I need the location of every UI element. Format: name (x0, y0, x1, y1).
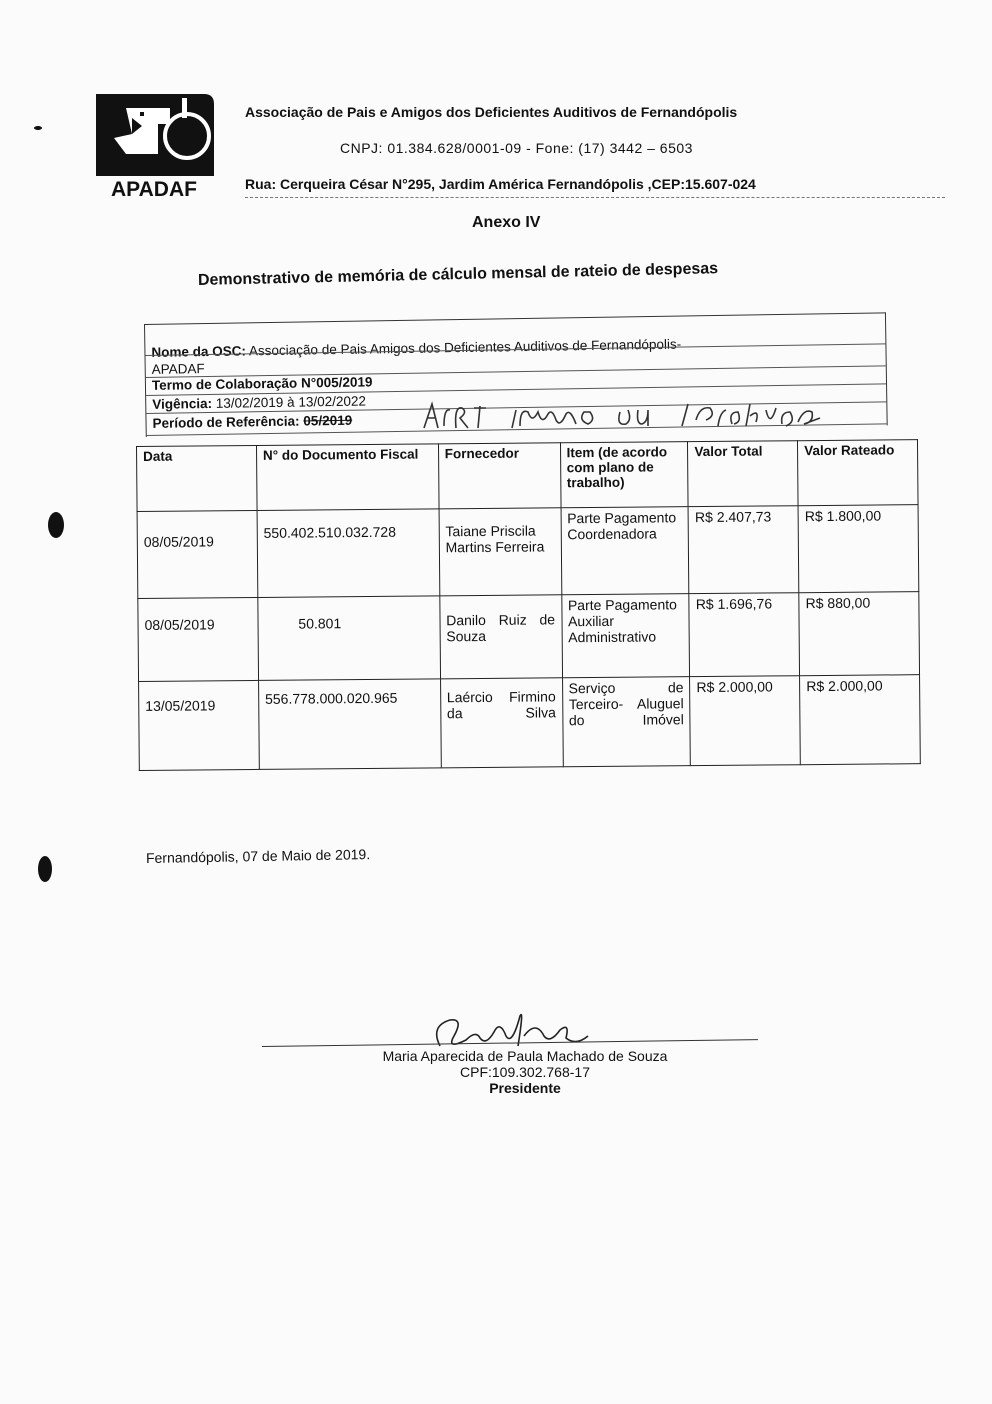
col-header-doc: N° do Documento Fiscal (256, 444, 438, 511)
table-row (138, 592, 920, 682)
table-row (139, 675, 921, 771)
place-date: Fernandópolis, 07 de Maio de 2019. (145, 846, 371, 866)
handwritten-period (420, 398, 840, 434)
period-line (152, 413, 352, 431)
cell-item: Parte Pagamento Coordenadora (561, 507, 690, 595)
cell-doc: 50.801 (258, 596, 441, 681)
cell-date: 08/05/2019 (137, 510, 258, 598)
annex-label: Anexo IV (472, 214, 541, 231)
col-header-item: Item (de acordo com plano de trabalho) (560, 442, 688, 508)
cell-doc: 556.778.000.020.965 (258, 679, 441, 770)
signer-block (330, 1048, 720, 1096)
cell-item: Serviço de Terceiro- Aluguel do Imóvel (562, 677, 691, 767)
cell-total: R$ 2.407,73 (688, 506, 799, 594)
col-header-total: Valor Total (688, 441, 798, 507)
cell-total: R$ 2.000,00 (690, 676, 801, 766)
term-line (152, 374, 373, 392)
term-label: Termo de Colaboração (151, 375, 298, 393)
scan-speck (34, 126, 42, 130)
logo-text: APADAF (111, 178, 197, 200)
org-cnpj-phone: CNPJ: 01.384.628/0001-09 - Fone: (17) 3442 – 6503 (340, 140, 693, 156)
validity-label: Vigência: (152, 395, 213, 412)
cell-apportioned: R$ 2.000,00 (800, 675, 921, 765)
org-name: Associação de Pais e Amigos dos Deficientes Auditivos de Fernandópolis (245, 104, 738, 120)
cell-supplier: Laércio Firmino da Silva (440, 678, 563, 768)
cell-supplier: Danilo Ruiz de Souza (439, 595, 562, 679)
punch-hole-mark (48, 512, 64, 538)
cell-apportioned: R$ 880,00 (799, 592, 920, 676)
expense-table (136, 439, 921, 771)
cell-supplier: Taiane Priscila Martins Ferreira (439, 508, 562, 596)
col-header-date: Data (137, 445, 257, 511)
osc-name-cont: APADAF (151, 361, 205, 377)
page-title: Demonstrativo de memória de cálculo mensal de rateio de despesas (197, 260, 719, 289)
cell-item: Parte Pagamento Auxiliar Administrativo (561, 594, 690, 678)
signer-name: Maria Aparecida de Paula Machado de Souza (382, 1048, 668, 1064)
org-address: Rua: Cerqueira César N°295, Jardim América Fernandópolis ,CEP:15.607-024 (245, 176, 756, 192)
signer-cpf: CPF:109.302.768-17 (460, 1064, 590, 1080)
punch-hole-mark (38, 856, 52, 882)
table-header-row (137, 440, 919, 512)
cell-date: 08/05/2019 (138, 597, 259, 681)
header-divider (245, 197, 945, 198)
cell-total: R$ 1.696,76 (689, 593, 800, 677)
osc-value: Associação de Pais Amigos dos Deficientes Auditivos de Fernandópolis- (248, 336, 682, 359)
period-label: Período de Referência: (152, 413, 300, 431)
table-row (137, 505, 919, 599)
cell-date: 13/05/2019 (139, 680, 260, 770)
cell-apportioned: R$ 1.800,00 (798, 505, 919, 593)
col-header-apportioned: Valor Rateado (798, 440, 918, 506)
osc-label: Nome da OSC: (151, 343, 247, 360)
cell-doc: 550.402.510.032.728 (257, 509, 440, 598)
signer-role: Presidente (489, 1080, 561, 1096)
apadaf-logo (92, 94, 216, 200)
term-value: N°005/2019 (300, 374, 373, 391)
validity-value: 13/02/2019 à 13/02/2022 (215, 393, 367, 411)
period-value-struck: 05/2019 (303, 412, 353, 429)
col-header-supplier: Fornecedor (438, 443, 560, 509)
